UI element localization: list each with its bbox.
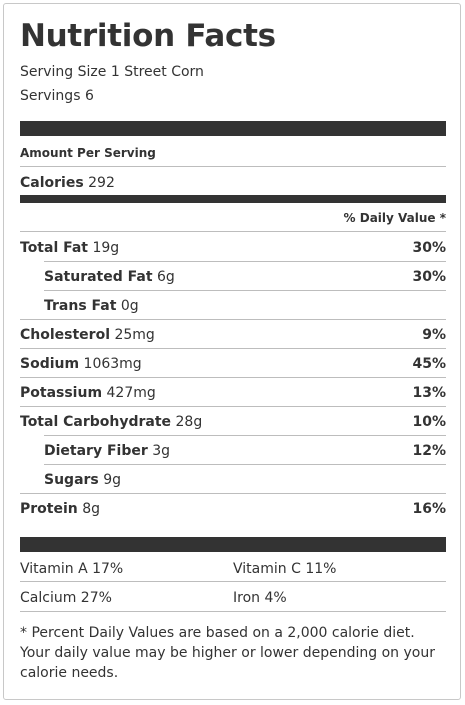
- divider: [20, 348, 446, 349]
- nutrient-row: [20, 356, 446, 372]
- nutrient-daily-value: 10%: [412, 414, 446, 430]
- divider: [20, 611, 446, 612]
- divider: [20, 377, 446, 378]
- divider: [44, 464, 446, 465]
- nutrient-name: Dietary Fiber: [44, 443, 148, 459]
- footnote: * Percent Daily Values are based on a 2,000 calorie diet. Your daily value may be higher or lower depending on your calorie needs.: [20, 625, 435, 681]
- nutrient-name: Sodium: [20, 356, 80, 372]
- vitamin-a-label: Vitamin A: [20, 561, 88, 577]
- nutrient-name: Cholesterol: [20, 327, 110, 343]
- iron-value: 4%: [264, 590, 287, 606]
- vitamin-a-value: 17%: [92, 561, 124, 577]
- nutrient-daily-value: 30%: [412, 240, 446, 256]
- nutrient-row: [44, 472, 446, 488]
- label-title: Nutrition Facts: [20, 18, 276, 54]
- thick-divider: [20, 121, 446, 136]
- nutrient-row: [44, 269, 446, 285]
- serving-size-value: 1 Street Corn: [110, 64, 204, 80]
- nutrient-row: [20, 414, 446, 430]
- vitamin-c-label: Vitamin C: [233, 561, 301, 577]
- nutrient-daily-value: 45%: [412, 356, 446, 372]
- nutrient-name: Trans Fat: [44, 298, 117, 314]
- iron-label: Iron: [233, 590, 261, 606]
- nutrient-row: [44, 443, 446, 459]
- servings-value: 6: [84, 88, 94, 104]
- serving-size: [20, 64, 204, 80]
- serving-size-label: Serving Size: [20, 64, 107, 80]
- servings: [20, 88, 94, 104]
- divider: [44, 290, 446, 291]
- amount-per-serving: Amount Per Serving: [20, 146, 156, 160]
- calcium-label: Calcium: [20, 590, 77, 606]
- divider: [44, 435, 446, 436]
- nutrient-amount: 427mg: [106, 385, 156, 401]
- thick-divider: [20, 537, 446, 552]
- calories-row: [20, 175, 446, 191]
- nutrient-amount: 9g: [103, 472, 122, 488]
- nutrient-name: Total Fat: [20, 240, 89, 256]
- divider: [20, 319, 446, 320]
- vitamin-c-value: 11%: [305, 561, 337, 577]
- daily-value-header: % Daily Value *: [343, 211, 446, 225]
- medium-divider: [20, 195, 446, 203]
- calories-value: 292: [88, 175, 115, 191]
- nutrient-name: Protein: [20, 501, 78, 517]
- nutrient-amount: 19g: [92, 240, 120, 256]
- nutrient-name: Total Carbohydrate: [20, 414, 172, 430]
- divider: [20, 493, 446, 494]
- divider: [20, 406, 446, 407]
- iron: [233, 590, 287, 606]
- nutrient-daily-value: 30%: [412, 269, 446, 285]
- nutrient-amount: 3g: [152, 443, 170, 459]
- nutrition-label: [3, 3, 461, 700]
- nutrient-daily-value: 12%: [412, 443, 446, 459]
- vitamin-c: [233, 561, 336, 577]
- divider: [44, 261, 446, 262]
- divider: [20, 581, 446, 582]
- nutrient-row: [20, 501, 446, 517]
- calories-label: Calories: [20, 175, 84, 191]
- servings-label: Servings: [20, 88, 81, 104]
- calcium: [20, 590, 112, 606]
- nutrient-amount: 0g: [120, 298, 139, 314]
- nutrient-amount: 1063mg: [83, 356, 142, 372]
- nutrient-row: [20, 240, 446, 256]
- nutrient-name: Sugars: [44, 472, 99, 488]
- nutrient-daily-value: 16%: [412, 501, 446, 517]
- nutrient-row: [20, 327, 446, 343]
- nutrient-amount: 6g: [156, 269, 175, 285]
- nutrient-amount: 8g: [82, 501, 100, 517]
- nutrient-daily-value: 9%: [422, 327, 446, 343]
- nutrient-amount: 28g: [175, 414, 203, 430]
- divider: [20, 231, 446, 232]
- nutrient-name: Potassium: [20, 385, 103, 401]
- nutrient-amount: 25mg: [114, 327, 155, 343]
- nutrient-name: Saturated Fat: [44, 269, 153, 285]
- calcium-value: 27%: [80, 590, 112, 606]
- nutrient-row: [44, 298, 446, 314]
- vitamin-a: [20, 561, 123, 577]
- nutrient-daily-value: 13%: [412, 385, 446, 401]
- divider: [20, 166, 446, 167]
- nutrient-row: [20, 385, 446, 401]
